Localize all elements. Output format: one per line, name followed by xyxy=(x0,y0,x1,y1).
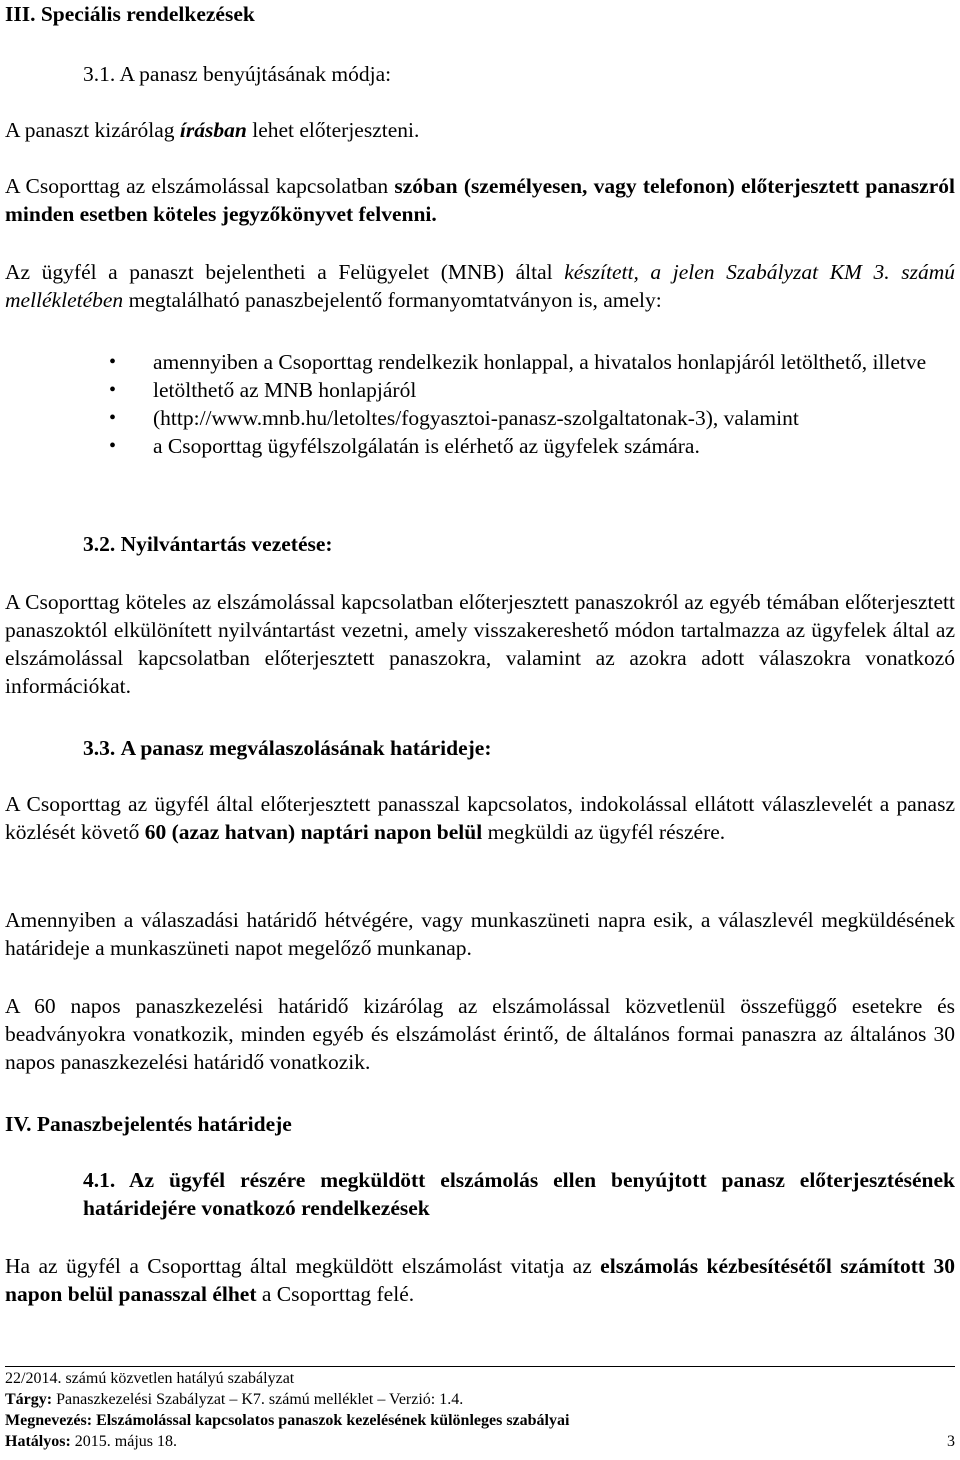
page-number: 3 xyxy=(947,1433,955,1450)
list-item: • amennyiben a Csoporttag rendelkezik honlappal, a hivatalos honlapjáról letölthető, illetve xyxy=(109,348,955,376)
paragraph-mnb-form: Az ügyfél a panaszt bejelentheti a Felügyelet (MNB) által készített, a jelen Szabályzat KM 3. számú mellékletében megtalálható panaszbejelentő formanyomtatványon is, amely: xyxy=(5,260,955,312)
section-4-title: IV. Panaszbejelentés határideje xyxy=(5,1112,292,1136)
footer-subject: Tárgy: Panaszkezelési Szabályzat – K7. számú melléklet – Verzió: 1.4. xyxy=(5,1391,464,1408)
paragraph-30-day-objection: Ha az ügyfél a Csoporttag által megküldött elszámolást vitatja az elszámolás kézbesítésétől számított 30 napon belül panasszal élhet a Csoporttag felé. xyxy=(5,1254,955,1306)
footer-regulation-number: 22/2014. számú közvetlen hatályú szabályzat xyxy=(5,1370,295,1387)
subsection-3-2-number: 3.2. xyxy=(83,532,116,556)
subsection-3-2-heading xyxy=(83,530,333,558)
footer-effective-date: Hatályos: 2015. május 18. 3 xyxy=(5,1433,955,1450)
paragraph-60-day-scope: A 60 napos panaszkezelési határidő kizárólag az elszámolással közvetlenül összefüggő esetekre és beadványokra vonatkozik, minden egyéb és elszámolást érintő, de általános formai panaszra az általános 30 napos panaszkezelési határidő vonatkozik. xyxy=(5,994,955,1074)
emphasis-oral-complaint: szóban (személyesen, vagy telefonon) előterjesztett panaszról minden esetben köteles jegyzőkönyvet felvenni. xyxy=(5,174,955,226)
page-footer xyxy=(5,1366,955,1453)
subsection-3-1-heading xyxy=(83,60,391,88)
paragraph-register: A Csoporttag köteles az elszámolással kapcsolatban előterjesztett panaszokról az egyéb témában előterjesztett panaszoktól elkülönített nyilvántartást vezetni, amely visszakereshető módon tartalmazza az ügyfelek által az elszámolással kapcsolatban előterjesztett panaszokra, valamint az azokra adott válaszokra vonatkozó információkat. xyxy=(5,590,955,698)
paragraph-submission-written: A panaszt kizárólag írásban lehet előterjeszteni. xyxy=(5,118,420,142)
section-3-title: III. Speciális rendelkezések xyxy=(5,2,255,26)
subsection-4-1-title: Az ügyfél részére megküldött elszámolás ellen benyújtott panasz előterjesztésének határidejére vonatkozó rendelkezések xyxy=(83,1168,955,1220)
subsection-4-1-heading xyxy=(83,1166,955,1222)
list-item: • a Csoporttag ügyfélszolgálatán is elérhető az ügyfelek számára. xyxy=(109,432,955,460)
emphasis-30-days: elszámolás kézbesítésétől számított 30 napon belül panasszal élhet xyxy=(5,1254,955,1306)
paragraph-weekend-rule: Amennyiben a válaszadási határidő hétvégére, vagy munkaszüneti napra esik, a válaszlevél megküldésének határideje a munkaszüneti napot megelőző munkanap. xyxy=(5,908,955,960)
emphasis-60-days: 60 (azaz hatvan) naptári napon belül xyxy=(144,820,483,844)
list-item[interactable]: • (http://www.mnb.hu/letoltes/fogyasztoi-panasz-szolgaltatonak-3), valamint xyxy=(109,404,955,432)
list-item: • letölthető az MNB honlapjáról xyxy=(109,376,955,404)
footer-designation: Megnevezés: Elszámolással kapcsolatos panaszok kezelésének különleges szabályai xyxy=(5,1412,570,1429)
emphasis-annex-reference: készített, a jelen Szabályzat KM 3. számú mellékletében xyxy=(5,260,955,312)
subsection-3-3-number: 3.3. xyxy=(83,736,116,760)
subsection-3-2-title: Nyilvántartás vezetése: xyxy=(120,532,333,556)
subsection-4-1-number: 4.1. xyxy=(83,1168,116,1192)
subsection-3-3-title: A panasz megválaszolásának határideje: xyxy=(120,736,492,760)
form-availability-list xyxy=(109,348,955,460)
subsection-3-3-heading xyxy=(83,734,492,762)
subsection-3-1-number: 3.1. xyxy=(83,62,116,86)
subsection-3-1-title: A panasz benyújtásának módja: xyxy=(119,62,392,86)
paragraph-oral-complaint: A Csoporttag az elszámolással kapcsolatban szóban (személyesen, vagy telefonon) előterjesztett panaszról minden esetben köteles jegyzőkönyvet felvenni. xyxy=(5,174,955,226)
emphasis-written: írásban xyxy=(179,118,247,142)
paragraph-response-deadline: A Csoporttag az ügyfél által előterjesztett panasszal kapcsolatos, indokolással ellátott válaszlevelét a panasz közlését követő 60 (azaz hatvan) naptári napon belül megküldi az ügyfél részére. xyxy=(5,792,955,844)
